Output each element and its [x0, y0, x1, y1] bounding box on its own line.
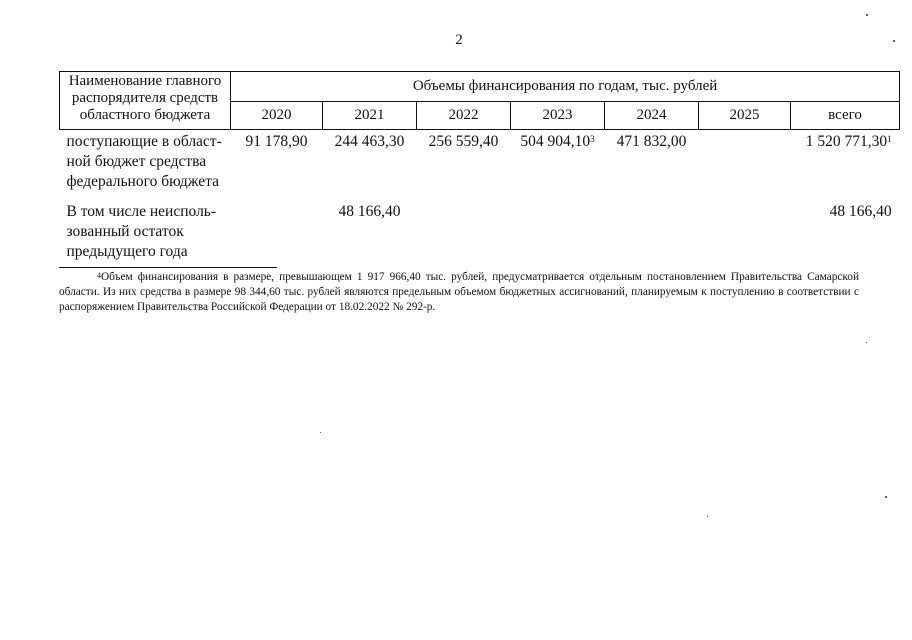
scan-speck	[893, 40, 895, 42]
column-header-year: 2023	[511, 101, 605, 129]
cell-value: 91 178,90	[245, 133, 308, 150]
cell-value: 504 904,10$^3$	[520, 133, 595, 150]
row-label: поступающие в област-ной бюджет средства федерального бюджета	[66, 133, 222, 190]
column-header-total: всего	[791, 101, 900, 129]
table-row-federal-funds	[60, 130, 900, 201]
column-header-year: 2021	[323, 101, 417, 129]
footnote-separator	[59, 267, 277, 268]
cell-value	[231, 200, 323, 262]
scan-speck	[885, 496, 887, 498]
cell-value	[417, 200, 511, 262]
cell-total: 48 166,40	[829, 203, 892, 220]
cell-value	[605, 200, 699, 262]
cell-value	[699, 200, 791, 262]
footnote-text: Объем финансирования в размере, превышающем 1 917 966,40 тыс. рублей, предусматривается отдельным постановлением Правительства Самарской области. Из них средства в размере 98 344,60 тыс. рублей являются предельным объемом бюджетных ассигнований, планируемым к поступлению в соответствии с распоряжением Правительства Российской Федерации от 18.02.2022 № 292-р.	[59, 271, 859, 313]
footnote	[59, 270, 859, 315]
cell-value: 256 559,40	[428, 133, 499, 150]
column-header-year: 2022	[417, 101, 511, 129]
footnote-marker: 4	[97, 271, 101, 280]
footnote-mark: 3	[590, 134, 595, 144]
scan-speck	[866, 342, 867, 343]
cell-value	[699, 130, 791, 201]
table-row-unused-remainder	[60, 200, 900, 262]
cell-value: 48 166,40	[338, 203, 401, 220]
cell-value: 244 463,30	[334, 133, 405, 150]
financing-table	[59, 71, 900, 262]
cell-value	[511, 200, 605, 262]
page-number: 2	[455, 32, 463, 48]
scan-speck	[320, 432, 321, 433]
scan-speck	[707, 516, 708, 517]
scan-speck	[866, 14, 868, 16]
footnote-mark: 1	[887, 134, 892, 144]
column-header-year: 2024	[605, 101, 699, 129]
cell-total: 1 520 771,30$^1$	[805, 133, 892, 150]
column-header-name: Наименование главного распорядителя средств областного бюджета	[60, 72, 231, 130]
column-group-header-financing: Объемы финансирования по годам, тыс. рублей	[231, 72, 900, 102]
column-header-year: 2020	[231, 101, 323, 129]
column-header-year: 2025	[699, 101, 791, 129]
row-label: В том числе неисполь-зованный остаток предыдущего года	[66, 203, 217, 260]
cell-value: 471 832,00	[616, 133, 687, 150]
